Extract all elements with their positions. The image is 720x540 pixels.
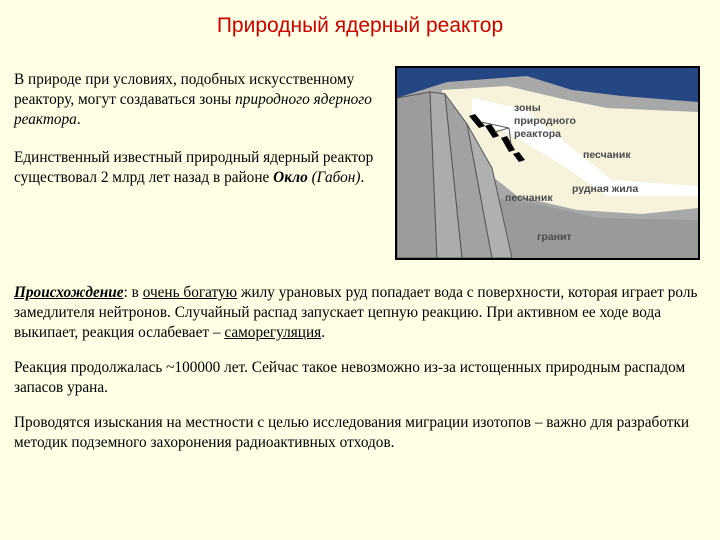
origin-selfreg: саморегуляция: [224, 324, 322, 341]
geology-svg: [397, 68, 698, 258]
origin-text: жилу урановых руд попадает вода с поверхности, которая играет роль замедлителя нейтронов. Случайный распад запускает цепную реакцию. При активном ее ходе вода выкипает, реакция ослабевает –: [14, 284, 698, 341]
label-zones-2: природного: [514, 115, 576, 127]
origin-colon: : в: [123, 284, 143, 301]
intro-end: .: [76, 111, 81, 128]
origin-heading: Происхождение: [14, 284, 124, 301]
oklo-paragraph: [14, 148, 384, 188]
oklo-country: (Габон): [307, 169, 361, 186]
intro-paragraph: [14, 70, 384, 130]
label-zones-1: зоны: [514, 102, 541, 114]
label-ore-vein: рудная жила: [572, 183, 639, 195]
intro-emphasis: природного ядерного реактора: [14, 91, 372, 128]
oklo-end: .: [360, 169, 365, 186]
research-paragraph: Проводятся изыскания на местности с целью исследования миграции изотопов – важно для разработки методик подземного захоронения радиоактивных отходов.: [14, 414, 690, 451]
label-sandstone-bottom: песчаник: [505, 192, 553, 204]
label-zones-3: реактора: [514, 128, 562, 140]
slide-title: Природный ядерный реактор: [216, 14, 504, 37]
oklo-text: Единственный известный природный ядерный реактор существовал 2 млрд лет назад в районе: [14, 149, 374, 186]
origin-end: .: [321, 324, 326, 341]
duration-paragraph: Реакция продолжалась ~100000 лет. Сейчас такое невозможно из-за истощенных природным распадом запасов урана.: [14, 359, 686, 396]
oklo-place: Окло: [273, 169, 308, 186]
label-sandstone-top: песчаник: [583, 149, 631, 161]
origin-rich: очень богатую: [142, 284, 238, 301]
intro-text: В природе при условиях, подобных искусственному реактору, могут создаваться зоны: [14, 71, 355, 108]
geology-diagram: [395, 66, 700, 260]
label-granite: гранит: [537, 231, 572, 243]
origin-paragraph: [14, 283, 704, 343]
